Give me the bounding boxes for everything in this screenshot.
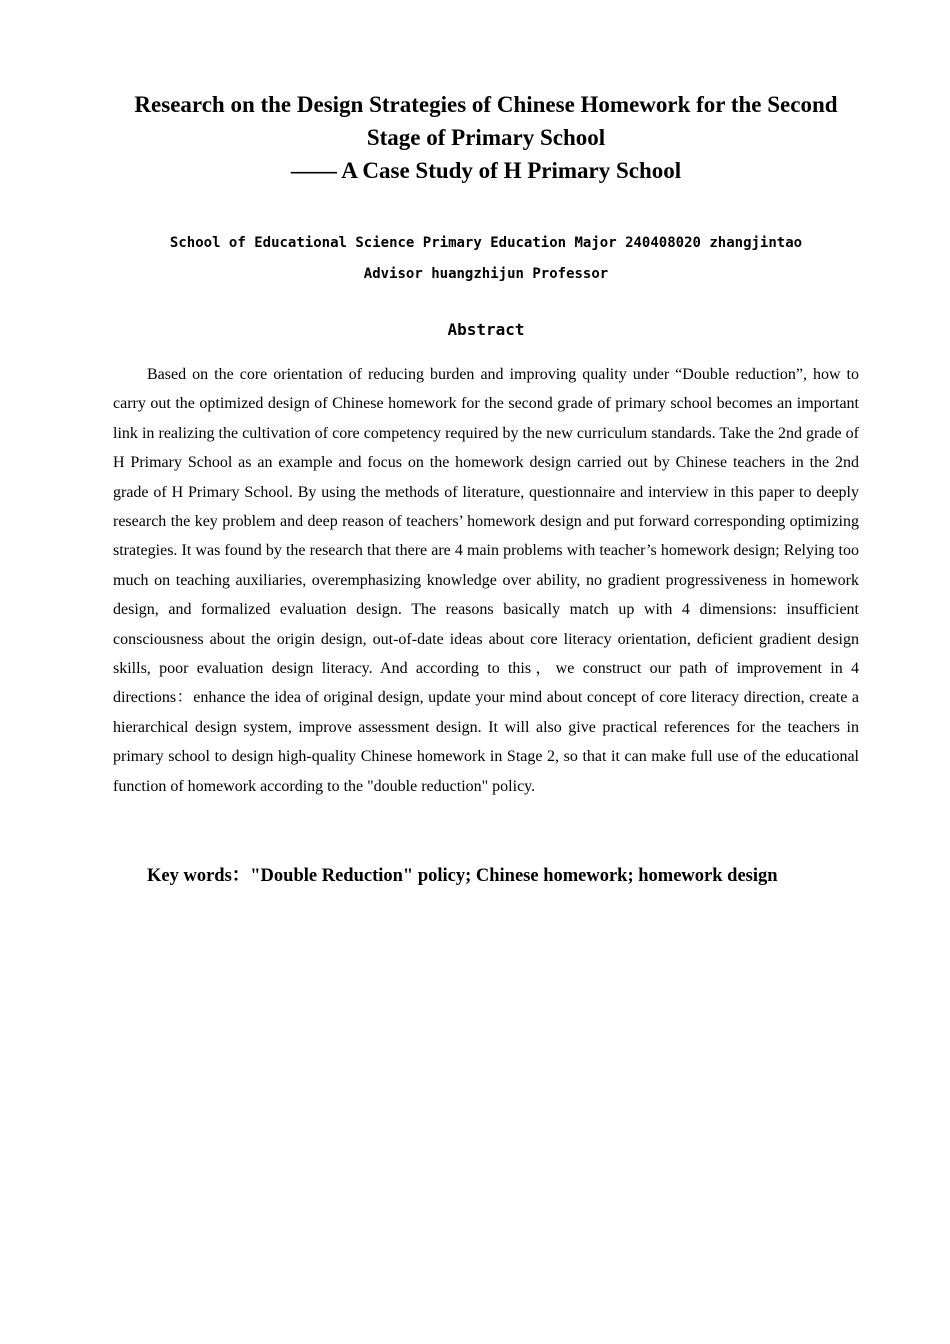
title-line-1: Research on the Design Strategies of Chinese Homework for the Second — [134, 92, 838, 117]
paper-title — [110, 88, 862, 187]
abstract-body: Based on the core orientation of reducing burden and improving quality under “Double reduction”, how to carry out the optimized design of Chinese homework for the second grade of primary school becomes an important link in realizing the cultivation of core competency required by the new curriculum standards. Take the 2nd grade of H Primary School as an example and focus on the homework design carried out by Chinese teachers in the 2nd grade of H Primary School. By using the methods of literature, questionnaire and interview in this paper to deeply research the key problem and deep reason of teachers’ homework design and put forward corresponding optimizing strategies. It was found by the research that there are 4 main problems with teacher’s homework design; Relying too much on teaching auxiliaries, overemphasizing knowledge over ability, no gradient progressiveness in homework design, and formalized evaluation design. The reasons basically match up with 4 dimensions: insufficient consciousness about the origin design, out-of-date ideas about core literacy orientation, deficient gradient design skills, poor evaluation design literacy. And according to this，we construct our path of improvement in 4 directions：enhance the idea of original design, update your mind about concept of core literacy direction, create a hierarchical design system, improve assessment design. It will also give practical references for the teachers in primary school to design high-quality Chinese homework in Stage 2, so that it can make full use of the educational function of homework according to the "double reduction" policy. — [113, 366, 860, 795]
author-block — [110, 228, 862, 290]
paper-subtitle: —— A Case Study of H Primary School — [290, 158, 682, 183]
abstract-heading: Abstract — [447, 320, 525, 339]
title-line-2: Stage of Primary School — [366, 125, 606, 150]
advisor-line: Advisor huangzhijun Professor — [363, 266, 609, 282]
keywords-line: Key words："Double Reduction" policy; Chinese homework; homework design — [147, 866, 778, 886]
author-affiliation: School of Educational Science Primary Education Major 240408020 zhangjintao — [169, 235, 803, 251]
